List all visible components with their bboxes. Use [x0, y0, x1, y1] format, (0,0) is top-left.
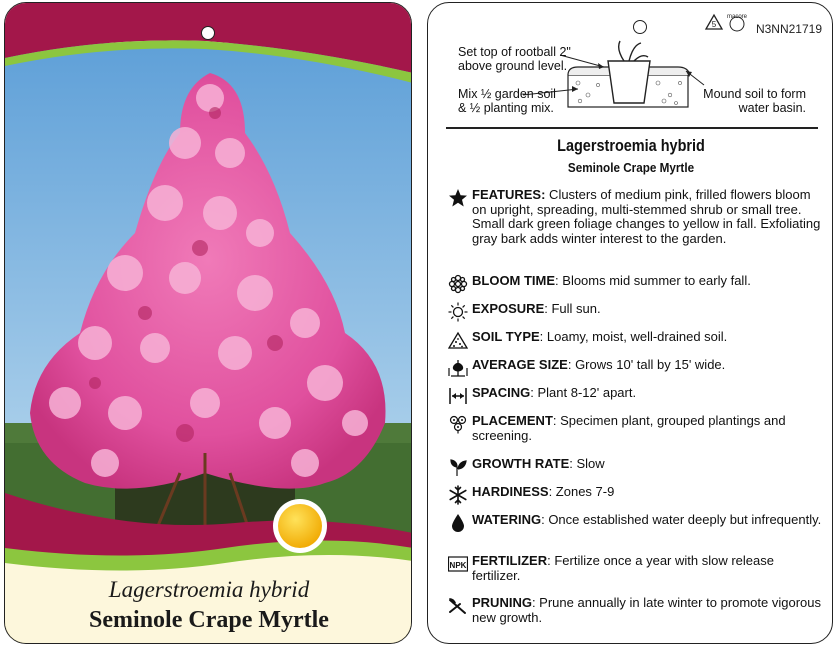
diagram-right-note-line2: water basin. [738, 101, 806, 115]
features-text: Clusters of medium pink, frilled flowers bloom on upright, spreading, multi-stemmed shrub or small tree. Small dark green foliage changes to yellow in fall. Exfoliating gray bark adds winter interest to the garden. [472, 187, 821, 246]
fertilizer-text: : Fertilize once a year with slow release fertilizer. [472, 553, 774, 583]
hardiness-label: HARDINESS [472, 484, 549, 499]
growth-rate-label: GROWTH RATE [472, 456, 570, 471]
diagram-left-note-line1: Mix ½ garden soil [458, 87, 556, 101]
diagram-right-note-line1: Mound soil to form [703, 87, 806, 101]
hang-hole [201, 26, 215, 40]
features-label: FEATURES: [472, 187, 546, 202]
back-common-name: Seminole Crape Myrtle [567, 160, 695, 175]
soil-type-label: SOIL TYPE [472, 329, 540, 344]
spacing-icon [448, 386, 468, 406]
recycle-label: macore [726, 14, 748, 20]
bloom-time-label: BLOOM TIME [472, 273, 556, 288]
crape-myrtle-photo [5, 3, 412, 644]
size-icon [448, 358, 468, 378]
bloom-flower-icon [448, 274, 468, 294]
growth-sprout-icon [448, 457, 468, 477]
product-code: N3NN21719 [755, 22, 822, 36]
average-size-text: : Grows 10' tall by 15' wide. [567, 357, 726, 372]
pruning-text: : Prune annually in late winter to promote vigorous new growth. [472, 595, 821, 625]
sun-icon [448, 302, 468, 322]
latin-name: Lagerstroemia hybrid [108, 577, 310, 602]
common-name: Seminole Crape Myrtle [89, 607, 329, 633]
pruning-shears-icon [448, 596, 468, 616]
water-drop-icon [448, 513, 468, 533]
exposure-text: : Full sun. [544, 301, 601, 316]
back-plant-tag [427, 2, 833, 644]
placement-text: : Specimen plant, grouped plantings and screening. [472, 413, 786, 443]
placement-icon [448, 414, 468, 434]
diagram-top-note-line1: Set top of rootball 2" [458, 45, 571, 59]
exposure-label: EXPOSURE [472, 301, 545, 316]
bloom-time-text: : Blooms mid summer to early fall. [555, 273, 751, 288]
star-icon [448, 188, 468, 208]
watering-text: : Once established water deeply but infrequently. [541, 512, 822, 527]
front-plant-tag [4, 2, 412, 644]
npk-icon [448, 554, 468, 574]
average-size-label: AVERAGE SIZE [472, 357, 568, 372]
placement-label: PLACEMENT [472, 413, 553, 428]
soil-icon [448, 330, 468, 350]
fertilizer-label: FERTILIZER [472, 553, 548, 568]
diagram-top-note-line2: above ground level. [458, 59, 568, 73]
snowflake-icon [448, 485, 468, 505]
pruning-label: PRUNING [472, 595, 532, 610]
svg-text:NPK: NPK [449, 561, 467, 570]
divider [446, 127, 818, 129]
spacing-label: SPACING [472, 385, 531, 400]
back-latin-name: Lagerstroemia hybrid [557, 136, 705, 155]
growth-rate-text: : Slow [569, 456, 605, 471]
recycle-number: 5 [711, 20, 717, 29]
hardiness-text: : Zones 7-9 [548, 484, 615, 499]
diagram-left-note-line2: & ½ planting mix. [458, 101, 554, 115]
soil-type-text: : Loamy, moist, well-drained soil. [539, 329, 728, 344]
watering-label: WATERING [472, 512, 542, 527]
spacing-text: : Plant 8-12' apart. [530, 385, 637, 400]
